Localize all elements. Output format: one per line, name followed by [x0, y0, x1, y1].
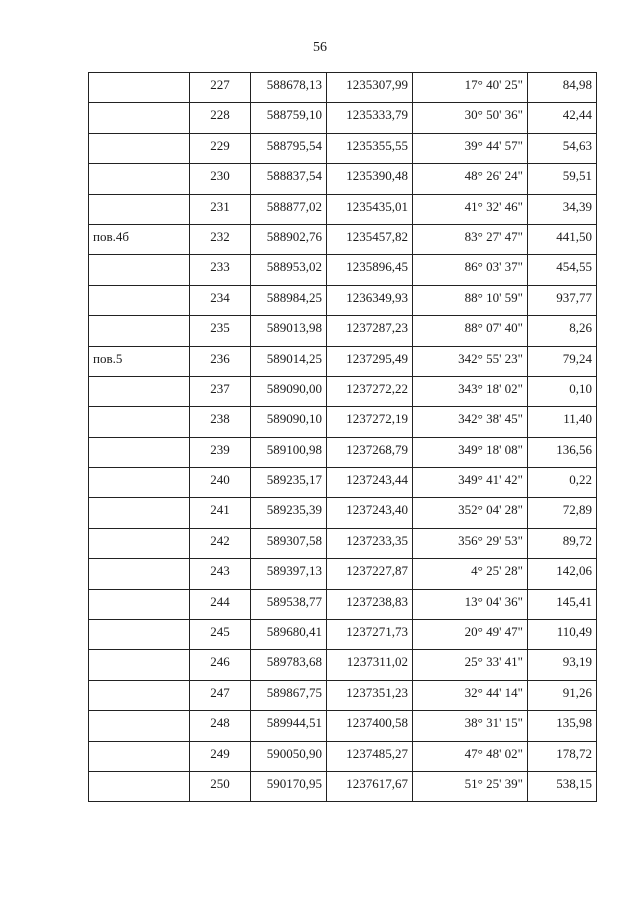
direction-angle-cell: 25° 33' 41"	[413, 650, 528, 680]
y-coordinate-cell: 1235307,99	[327, 73, 413, 103]
section-cell	[89, 589, 190, 619]
table-row	[89, 589, 597, 619]
x-coordinate-cell: 589944,51	[251, 711, 327, 741]
point-number-cell: 240	[190, 468, 251, 498]
x-coordinate-cell: 588795,54	[251, 133, 327, 163]
y-coordinate-cell: 1237311,02	[327, 650, 413, 680]
y-coordinate-cell: 1235896,45	[327, 255, 413, 285]
point-number-cell: 249	[190, 741, 251, 771]
section-cell	[89, 316, 190, 346]
point-number-cell: 232	[190, 224, 251, 254]
x-coordinate-cell: 589090,10	[251, 407, 327, 437]
point-number-cell: 237	[190, 376, 251, 406]
distance-cell: 135,98	[528, 711, 597, 741]
point-number-cell: 235	[190, 316, 251, 346]
x-coordinate-cell: 590050,90	[251, 741, 327, 771]
point-number-cell: 239	[190, 437, 251, 467]
table-row	[89, 650, 597, 680]
x-coordinate-cell: 589014,25	[251, 346, 327, 376]
distance-cell: 84,98	[528, 73, 597, 103]
y-coordinate-cell: 1237243,44	[327, 468, 413, 498]
y-coordinate-cell: 1237271,73	[327, 620, 413, 650]
distance-cell: 34,39	[528, 194, 597, 224]
page-number: 56	[313, 40, 327, 55]
distance-cell: 145,41	[528, 589, 597, 619]
direction-angle-cell: 47° 48' 02"	[413, 741, 528, 771]
table-row	[89, 224, 597, 254]
direction-angle-cell: 342° 55' 23"	[413, 346, 528, 376]
point-number-cell: 229	[190, 133, 251, 163]
y-coordinate-cell: 1237351,23	[327, 680, 413, 710]
point-number-cell: 247	[190, 680, 251, 710]
direction-angle-cell: 38° 31' 15"	[413, 711, 528, 741]
distance-cell: 79,24	[528, 346, 597, 376]
distance-cell: 441,50	[528, 224, 597, 254]
direction-angle-cell: 342° 38' 45"	[413, 407, 528, 437]
y-coordinate-cell: 1237227,87	[327, 559, 413, 589]
direction-angle-cell: 30° 50' 36"	[413, 103, 528, 133]
distance-cell: 59,51	[528, 164, 597, 194]
section-cell: пов.4б	[89, 224, 190, 254]
section-cell	[89, 194, 190, 224]
x-coordinate-cell: 589090,00	[251, 376, 327, 406]
distance-cell: 538,15	[528, 771, 597, 801]
x-coordinate-cell: 589235,39	[251, 498, 327, 528]
direction-angle-cell: 88° 07' 40"	[413, 316, 528, 346]
section-cell	[89, 468, 190, 498]
distance-cell: 93,19	[528, 650, 597, 680]
y-coordinate-cell: 1235390,48	[327, 164, 413, 194]
point-number-cell: 242	[190, 528, 251, 558]
distance-cell: 72,89	[528, 498, 597, 528]
y-coordinate-cell: 1237268,79	[327, 437, 413, 467]
point-number-cell: 233	[190, 255, 251, 285]
section-cell	[89, 771, 190, 801]
y-coordinate-cell: 1237617,67	[327, 771, 413, 801]
section-cell	[89, 285, 190, 315]
y-coordinate-cell: 1237243,40	[327, 498, 413, 528]
section-cell	[89, 680, 190, 710]
direction-angle-cell: 349° 41' 42"	[413, 468, 528, 498]
y-coordinate-cell: 1237400,58	[327, 711, 413, 741]
table-row	[89, 437, 597, 467]
direction-angle-cell: 83° 27' 47"	[413, 224, 528, 254]
point-number-cell: 238	[190, 407, 251, 437]
table-row	[89, 528, 597, 558]
section-cell	[89, 376, 190, 406]
table-row	[89, 620, 597, 650]
section-cell	[89, 437, 190, 467]
table-row	[89, 376, 597, 406]
distance-cell: 142,06	[528, 559, 597, 589]
y-coordinate-cell: 1235355,55	[327, 133, 413, 163]
x-coordinate-cell: 589397,13	[251, 559, 327, 589]
distance-cell: 54,63	[528, 133, 597, 163]
section-cell	[89, 741, 190, 771]
point-number-cell: 248	[190, 711, 251, 741]
section-cell	[89, 164, 190, 194]
y-coordinate-cell: 1237485,27	[327, 741, 413, 771]
direction-angle-cell: 356° 29' 53"	[413, 528, 528, 558]
table-row	[89, 255, 597, 285]
direction-angle-cell: 13° 04' 36"	[413, 589, 528, 619]
direction-angle-cell: 32° 44' 14"	[413, 680, 528, 710]
point-number-cell: 228	[190, 103, 251, 133]
point-number-cell: 231	[190, 194, 251, 224]
distance-cell: 91,26	[528, 680, 597, 710]
x-coordinate-cell: 589783,68	[251, 650, 327, 680]
table-row	[89, 164, 597, 194]
direction-angle-cell: 352° 04' 28"	[413, 498, 528, 528]
distance-cell: 42,44	[528, 103, 597, 133]
section-cell: пов.5	[89, 346, 190, 376]
point-number-cell: 234	[190, 285, 251, 315]
x-coordinate-cell: 589538,77	[251, 589, 327, 619]
x-coordinate-cell: 588953,02	[251, 255, 327, 285]
point-number-cell: 230	[190, 164, 251, 194]
direction-angle-cell: 349° 18' 08"	[413, 437, 528, 467]
direction-angle-cell: 39° 44' 57"	[413, 133, 528, 163]
table-row	[89, 498, 597, 528]
table-row	[89, 711, 597, 741]
point-number-cell: 244	[190, 589, 251, 619]
section-cell	[89, 528, 190, 558]
x-coordinate-cell: 589100,98	[251, 437, 327, 467]
x-coordinate-cell: 589235,17	[251, 468, 327, 498]
section-cell	[89, 103, 190, 133]
distance-cell: 11,40	[528, 407, 597, 437]
y-coordinate-cell: 1237272,19	[327, 407, 413, 437]
y-coordinate-cell: 1235435,01	[327, 194, 413, 224]
coordinates-table-body	[89, 73, 597, 802]
y-coordinate-cell: 1237287,23	[327, 316, 413, 346]
direction-angle-cell: 4° 25' 28"	[413, 559, 528, 589]
table-row	[89, 741, 597, 771]
distance-cell: 178,72	[528, 741, 597, 771]
x-coordinate-cell: 589307,58	[251, 528, 327, 558]
table-row	[89, 194, 597, 224]
section-cell	[89, 559, 190, 589]
point-number-cell: 243	[190, 559, 251, 589]
section-cell	[89, 133, 190, 163]
y-coordinate-cell: 1237272,22	[327, 376, 413, 406]
section-cell	[89, 407, 190, 437]
distance-cell: 937,77	[528, 285, 597, 315]
distance-cell: 0,22	[528, 468, 597, 498]
section-cell	[89, 650, 190, 680]
table-row	[89, 346, 597, 376]
table-row	[89, 468, 597, 498]
y-coordinate-cell: 1235457,82	[327, 224, 413, 254]
table-row	[89, 285, 597, 315]
x-coordinate-cell: 590170,95	[251, 771, 327, 801]
distance-cell: 8,26	[528, 316, 597, 346]
direction-angle-cell: 48° 26' 24"	[413, 164, 528, 194]
point-number-cell: 250	[190, 771, 251, 801]
x-coordinate-cell: 588877,02	[251, 194, 327, 224]
x-coordinate-cell: 589013,98	[251, 316, 327, 346]
table-row	[89, 771, 597, 801]
x-coordinate-cell: 588837,54	[251, 164, 327, 194]
point-number-cell: 245	[190, 620, 251, 650]
table-row	[89, 133, 597, 163]
direction-angle-cell: 17° 40' 25"	[413, 73, 528, 103]
section-cell	[89, 255, 190, 285]
distance-cell: 110,49	[528, 620, 597, 650]
distance-cell: 136,56	[528, 437, 597, 467]
x-coordinate-cell: 589867,75	[251, 680, 327, 710]
table-row	[89, 407, 597, 437]
section-cell	[89, 711, 190, 741]
section-cell	[89, 498, 190, 528]
point-number-cell: 241	[190, 498, 251, 528]
x-coordinate-cell: 589680,41	[251, 620, 327, 650]
distance-cell: 454,55	[528, 255, 597, 285]
x-coordinate-cell: 588984,25	[251, 285, 327, 315]
direction-angle-cell: 20° 49' 47"	[413, 620, 528, 650]
distance-cell: 0,10	[528, 376, 597, 406]
coordinates-table	[88, 72, 597, 802]
y-coordinate-cell: 1236349,93	[327, 285, 413, 315]
y-coordinate-cell: 1237295,49	[327, 346, 413, 376]
x-coordinate-cell: 588678,13	[251, 73, 327, 103]
table-row	[89, 103, 597, 133]
table-row	[89, 316, 597, 346]
section-cell	[89, 620, 190, 650]
direction-angle-cell: 51° 25' 39"	[413, 771, 528, 801]
table-row	[89, 680, 597, 710]
section-cell	[89, 73, 190, 103]
y-coordinate-cell: 1235333,79	[327, 103, 413, 133]
x-coordinate-cell: 588902,76	[251, 224, 327, 254]
direction-angle-cell: 343° 18' 02"	[413, 376, 528, 406]
distance-cell: 89,72	[528, 528, 597, 558]
direction-angle-cell: 41° 32' 46"	[413, 194, 528, 224]
y-coordinate-cell: 1237233,35	[327, 528, 413, 558]
point-number-cell: 227	[190, 73, 251, 103]
point-number-cell: 246	[190, 650, 251, 680]
direction-angle-cell: 86° 03' 37"	[413, 255, 528, 285]
point-number-cell: 236	[190, 346, 251, 376]
direction-angle-cell: 88° 10' 59"	[413, 285, 528, 315]
table-row	[89, 73, 597, 103]
x-coordinate-cell: 588759,10	[251, 103, 327, 133]
table-row	[89, 559, 597, 589]
y-coordinate-cell: 1237238,83	[327, 589, 413, 619]
